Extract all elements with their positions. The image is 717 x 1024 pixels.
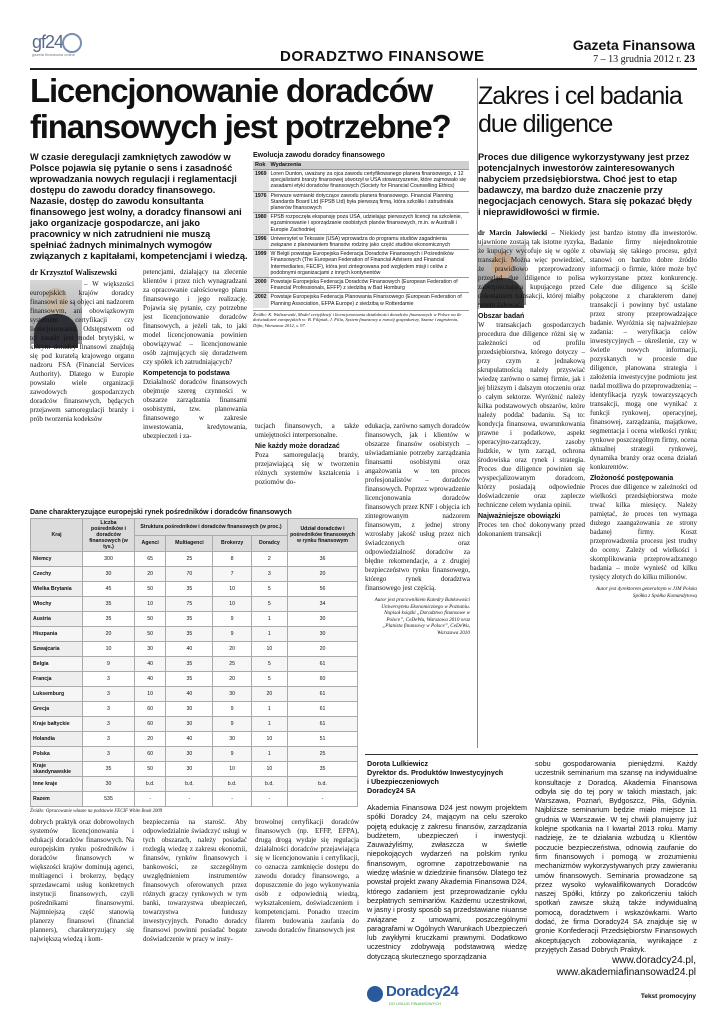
market-cell: b.d.	[251, 777, 287, 792]
side-col1-heading2: Najważniejsze obowiązki	[478, 513, 561, 520]
market-country: Polska	[31, 747, 83, 762]
evolution-title: Ewolucja zawodu doradcy finansowego	[253, 152, 385, 159]
market-cell: 25	[213, 657, 251, 672]
market-cell: 10	[251, 642, 287, 657]
market-country: Belgia	[31, 657, 83, 672]
market-cell: 30	[83, 777, 135, 792]
market-cell: 50	[135, 762, 166, 777]
market-table	[30, 518, 358, 807]
market-row	[31, 687, 358, 702]
evolution-event: W Belgii powstaje Europejska Federacja Doradców Finansowych i Pośredników Finansowych (The European Federation of Financial Advisers and Financial Intermediaries, FECIF), która jest zintegrowana pod względem misji i celów z podobnymi organizacjami z innych kontynentów	[269, 250, 469, 278]
market-row	[31, 612, 358, 627]
market-cell: 30	[166, 702, 213, 717]
header	[30, 32, 695, 68]
market-cell: 9	[213, 717, 251, 732]
market-cell: 3	[83, 702, 135, 717]
main-col3-text2: Poza samoregulacją branży, przejawiającą się w tworzeniu różnych systemów kształcenia i poziomów do-	[255, 451, 359, 486]
evolution-row	[253, 234, 469, 249]
market-row	[31, 777, 358, 792]
market-cell: 8	[213, 552, 251, 567]
market-source: Źródło: Opracowanie własne na podstawie FECIF White Book 2009	[30, 809, 163, 814]
market-cell: 20	[83, 627, 135, 642]
main-col2-text: petencjami, działający na zlecenie klientów i przez nich wynagradzani za opracowanie całościowego planu finansowego i jego realizację. Pojawia się pytanie, czy potrzebne jest licencjonowanie doradców finansowych, a jeżeli tak, to jaki model licencjonowania powinien obowiązywać – licencjonowanie osób zajmujących się doradztwem czy spółek ich zatrudniających?	[143, 268, 247, 366]
market-cell: 40	[166, 687, 213, 702]
market-cell: 1	[251, 627, 287, 642]
evolution-year: 1976	[253, 191, 269, 213]
side-col2-text2: Proces due diligence w zależności od wielkości przedsiębiorstwa może trwać kilka miesięcy. Należy pamiętać, że proces ten wymaga dużego zaangażowania ze strony badanej firmy. Koszt przeprowadzenia procesu jest trudny do oceny. Zależy od wielkości i skomplikowania przeprowadzanego badania – może wynieść od kilku tysięcy złotych do kilku milionów.	[590, 483, 697, 581]
evolution-col-year: Rok	[253, 161, 269, 170]
market-cell: 30	[135, 642, 166, 657]
main-bottom-col2: bezpieczenia na starość. Aby odpowiedzialnie świadczyć usługi w tych obszarach, należy posiadać rozległą wiedzę z zakresu ekonomii, finansów, rynków finansowych i bankowości, ze szczególnym uwzględnieniem instrumentów finansowych oferowanych przez różnych graczy rynkowych w tym banki, towarzystwa ubezpieczeń, towarzystwa funduszy inwestycyjnych. Ponadto doradcy finansowi powinni posiadać bogate doświadczenie w pracy w insty-	[143, 818, 247, 943]
side-title-line1: Zakres i cel badania	[478, 82, 682, 110]
market-box	[30, 509, 358, 814]
evolution-row	[253, 278, 469, 293]
market-cell: 10	[251, 762, 287, 777]
main-lead: W czasie deregulacji zamkniętych zawodów w Polsce pojawia się pytanie o sens i zasadność wprowadzania nowych regulacji i reglamentacji dostępu do zawodu doradcy finansowego. Nazasie, dostęp do zawodu konsultanta finansowego jest wolny, a doradcy finansowi ani jako organizacje gospodarcze, ani jako pracownicy w nich zatrudnieni nie muszą spełniać żadnych minimalnych wymogów związanych z kapitałami, kompetencjami i wiedzą.	[30, 152, 248, 261]
market-title: Dane charakteryzujące europejski rynek pośredników i doradców finansowych	[30, 509, 292, 516]
market-cell: 35	[166, 672, 213, 687]
evolution-col-events: Wydarzenia	[269, 161, 469, 170]
market-cell: 35	[288, 762, 358, 777]
side-col2-text: jest bardzo istotny dla inwestorów. Badanie firmy niejednokrotnie obawiają się takiego procesu, gdyż stanowi on bardzo dobre źródło informacji o firmie, które może być wykorzystane przez konkurencję. Cele due diligence są ściśle połączone z charakterem danej transakcji i powinny być ustalane przez strony przeprowadzające badanie. Wyróżnia się najważniejsze zadania: – weryfikacja celów inwestycyjnych – określenie, czy w świetle nowych informacji, pozyskanych w procesie due diligence, planowana strategia i założenia inwestycyjne podmiotu jest nadal możliwa do przeprowadzenia; – identyfikacja ryzyk towarzyszących transakcji, mogą one wynikać z funkcji rynkowej, operacyjnej, finansowej, zarządzania, majątkowe, segmentacja i ocena wielkości rynku; rynkowe poszczególnym firmy, ocena aktualnej strategii rynkowej, dynamika branży oraz ocena działań konkurentów.	[590, 229, 697, 471]
market-cell: 10	[83, 642, 135, 657]
market-cell: 60	[288, 672, 358, 687]
market-cell: 51	[288, 732, 358, 747]
promo-urls	[556, 955, 696, 979]
main-title-line2: finansowych jest potrzebne?	[30, 108, 451, 145]
market-cell: 20	[135, 567, 166, 582]
market-cell: 50	[135, 627, 166, 642]
market-cell: 30	[166, 717, 213, 732]
market-col-total: Liczba pośredników i doradców finansowych (w tys.)	[83, 519, 135, 552]
market-sub-advisers: Doradcy	[251, 535, 287, 552]
evolution-year: 1980	[253, 213, 269, 235]
market-cell: 3	[251, 567, 287, 582]
evolution-table	[253, 161, 469, 308]
issue-date: 7 – 13 grudnia 2012 r.	[593, 54, 682, 65]
market-cell: 5	[251, 597, 287, 612]
main-title	[30, 73, 470, 145]
market-country: Czechy	[31, 567, 83, 582]
side-lead: Proces due diligence wykorzystywany jest przez potencjalnych inwestorów zainteresowanych nabyciem przedsiębiorstwa. Choć jest to etap badawczy, ma bardzo duże znaczenie przy negocjacjach cenowych. Stara się pokazać błędy i nieprawidłowości w firmie.	[478, 152, 692, 217]
main-col2-heading: Kompetencja to podstawa	[143, 370, 230, 377]
side-title	[478, 82, 698, 138]
side-col1-text2: W transakcjach gospodarczych procedura due diligence różni się w zależności od profilu przedsiębiorstwa, którego dotyczy – przy czym z jednakową skrupulatnością należy przyswiać wiedzę zarówno o samej firmie, jak i jej bliższym i dalszym otoczeniu oraz o całym sektorze. Wyróżnić należy kilka podstawowych obszarów, które należy poddać badaniu. Są to: kondycja finansowa, uwarunkowania prawne i podatkowe, aspekt operacyjno-zarządczy, zasoby ludzkie, w tym zarząd, ochrona środowiska oraz rynek i strategia. Proces due diligence powinien się wyspecjalizowanym doradcom, którzy posiadają odpowiednie doświadczenie oraz zaplecze techniczne celem wydania opinii.	[478, 321, 585, 509]
market-cell: 35	[166, 657, 213, 672]
market-country: Kraje bałtyckie	[31, 717, 83, 732]
evolution-event: Powstaje Europejska Federacja Planowania Finansowego (European Federation of Planning Association, EFPA Europe) z siedzibą w Rotterdamie	[269, 293, 469, 308]
promo-url2[interactable]: www.akademiafinansowad24.pl	[556, 967, 696, 978]
market-cell: -	[251, 792, 287, 807]
side-col1-heading: Obszar badań	[478, 313, 525, 320]
market-country: Szwajcaria	[31, 642, 83, 657]
market-cell: 70	[166, 567, 213, 582]
market-country: Wielka Brytania	[31, 582, 83, 597]
evolution-year: 1996	[253, 234, 269, 249]
market-cell: 9	[83, 657, 135, 672]
promo-tag: Tekst promocyjny	[640, 993, 696, 1000]
market-cell: 20	[288, 642, 358, 657]
market-cell: 25	[166, 552, 213, 567]
market-cell: 30	[288, 627, 358, 642]
evolution-row	[253, 250, 469, 278]
market-row	[31, 792, 358, 807]
market-cell: 60	[135, 747, 166, 762]
market-cell: 20	[288, 567, 358, 582]
market-cell: b.d.	[166, 777, 213, 792]
header-rule	[30, 68, 697, 70]
market-cell: 61	[288, 702, 358, 717]
market-row	[31, 642, 358, 657]
market-row	[31, 627, 358, 642]
market-sub-multiagents: Multiagenci	[166, 535, 213, 552]
market-cell: 61	[288, 717, 358, 732]
side-col1-text3: Proces ten choć dokonywany przed dokonaniem transakcji	[478, 521, 585, 538]
market-cell: 65	[135, 552, 166, 567]
market-cell: 7	[213, 567, 251, 582]
market-cell: 50	[135, 612, 166, 627]
doradcy24-logo[interactable]	[367, 983, 467, 1011]
market-cell: 40	[166, 642, 213, 657]
promo-header	[367, 759, 527, 795]
market-sub-brokers: Brokerzy	[213, 535, 251, 552]
market-cell: 20	[135, 732, 166, 747]
market-cell: 5	[251, 672, 287, 687]
market-cell: 34	[288, 597, 358, 612]
page-number: 23	[684, 53, 695, 65]
main-bottom-col1: dobrych praktyk oraz dobrowolnych systemów licencjonowania i edukacji doradców finansowych. Na europejskim rynku pośredników i doradców finansowych w większości krajów dominują agenci, multiagenci i brokerzy, będący sprzedawcami usług konkretnych instytucji finansowych, czyli pośrednikami finansowymi. Najmniejszą część stanowią planerzy finansowi (financial planners), charakteryzujący się największą wiedzą i kom-	[30, 818, 134, 943]
logo-circle-icon	[62, 33, 82, 53]
market-cell: 30	[288, 612, 358, 627]
promo-role2: i Ubezpieczeniowych	[367, 777, 439, 786]
market-country: Niemcy	[31, 552, 83, 567]
market-row	[31, 672, 358, 687]
market-cell: 20	[213, 672, 251, 687]
logo-wordmark: Doradcy24	[386, 983, 459, 1000]
market-cell: 20	[213, 642, 251, 657]
promo-col2: sobu gospodarowania pieniędzmi. Każdy uczestnik seminarium ma szansę na indywidualne konsultacje z Doradcą. Akademia Finansowa odbyła się do tej pory w takich miastach, jak: Warszawa, Poznań, Bydgoszcz, Piła, Gdynia. Najbliższe seminarium będzie miało miejsce 11 grudnia w Warszawie. W tej chwili planujemy już kolejne spotkania na I kwartał 2013 roku. Mamy nadzieję, że te działania wzbudzą u Klientów poczucie bezpieczeństwa, odnowią zaufanie do firm finansowych i pomogą w zrozumieniu mechanizmów wykorzystywanych przy zawieraniu umów finansowych. Seminaria prowadzone są przez wysoko wykwalifikowanych Doradców naszej Spółki, którzy po zakończeniu takich spotkań zawsze służą także indywidualną pomocą, doradztwem i wskazówkami. Warto dodać, że firma Doradcy24 SA znajduje się w gronie Konfederacji Przedsiębiorstw Finansowych akceptujących zobowiązania, wynikające z przyjętych Zasad Dobrych Praktyk.	[535, 759, 697, 954]
evolution-source: Źródło: K. Waliszewski, Model certyfikacji i licencjonowania działalności doradców finansowych w Polsce na tle doświadczeń europejskich w: B. Filipiak, J. Filia, System finansowy a rozwój gospodarczy. Szanse i zagrożenia, Difin, Warszawa 2012, s. 97.	[253, 310, 469, 329]
main-col2-text2: Działalność doradców finansowych obejmuje szereg czynności w obszarze zarządzania finansami osobistymi, tzw. planowania finansowego w zakresie inwestowania, kredytowania, ubezpieczeń i za-	[143, 378, 247, 440]
market-country: Holandia	[31, 732, 83, 747]
market-cell: 9	[213, 747, 251, 762]
evolution-event: Loren Dunton, uważany za ojca zawodu certyfikowanego planera finansowego, z 12 specjalistami branży finansowej utworzył w USA stowarzyszenie, które zajmowało się zasadami etyki doradców finansowych (Society for Financial Counselling Ethics)	[269, 170, 469, 192]
market-cell: 535	[83, 792, 135, 807]
market-country: Razem	[31, 792, 83, 807]
market-cell: 1	[251, 747, 287, 762]
evolution-row	[253, 191, 469, 213]
evolution-year: 2002	[253, 293, 269, 308]
market-cell: 10	[213, 582, 251, 597]
evolution-box	[253, 152, 469, 328]
evolution-row	[253, 213, 469, 235]
market-cell: 10	[213, 762, 251, 777]
market-row	[31, 597, 358, 612]
market-cell: 10	[135, 687, 166, 702]
market-cell: 10	[213, 597, 251, 612]
market-cell: 61	[288, 687, 358, 702]
market-cell: 1	[251, 702, 287, 717]
main-col3-heading: Nie każdy może doradzać	[255, 443, 340, 450]
market-cell: 3	[83, 747, 135, 762]
market-cell: 35	[83, 762, 135, 777]
market-cell: 30	[83, 567, 135, 582]
market-row	[31, 762, 358, 777]
side-col1	[478, 229, 585, 749]
issue-line	[593, 53, 695, 65]
section-label: DORADZTWO FINANSOWE	[280, 48, 485, 65]
side-col1-body: – Niekiedy ujawnione zostają tak istotne ryzyka, że kupujący wycofuje się w ogóle z transakcji. Można więc powiedzieć, że prawidłowo przeprowadzony przegląd due diligence to polisa zabezpieczająca kupującego przed dokonaniem transakcji, której miałby potem żałować.	[478, 229, 585, 309]
promo-box	[365, 754, 698, 1016]
market-cell: 36	[288, 552, 358, 567]
logo-sub: gazeta finansowa online	[32, 52, 75, 57]
market-row	[31, 657, 358, 672]
side-title-line2: due diligence	[478, 110, 613, 138]
market-cell: 3	[83, 687, 135, 702]
market-col-country: Kraj	[31, 519, 83, 552]
market-cell: -	[288, 792, 358, 807]
market-row	[31, 567, 358, 582]
market-cell: 35	[83, 597, 135, 612]
market-row	[31, 747, 358, 762]
market-cell: 300	[83, 552, 135, 567]
evolution-row	[253, 170, 469, 192]
market-row	[31, 552, 358, 567]
market-cell: 9	[213, 702, 251, 717]
market-cell: 75	[166, 597, 213, 612]
market-cell: -	[166, 792, 213, 807]
market-country: Hiszpania	[31, 627, 83, 642]
main-col3	[255, 422, 359, 502]
market-row	[31, 702, 358, 717]
evolution-header	[253, 161, 469, 170]
market-col-share: Udział doradców i pośredników finansowych w rynku finansowym	[288, 519, 358, 552]
market-cell: -	[213, 792, 251, 807]
market-cell: 3	[83, 732, 135, 747]
market-cell: 1	[251, 717, 287, 732]
main-author-note: Autor jest pracownikiem Katedry Bankowości Uniwersytetu Ekonomicznego w Poznaniu. Napisał książki „Doradztwo finansowe w Polsce”, CeDeWu, Warszawa 2010 oraz „Planista finansowy w Polsce”, CeDeWu, Warszawa 2010	[374, 597, 470, 636]
market-cell: 30	[213, 687, 251, 702]
logo-text: gf24	[32, 32, 64, 52]
market-cell: 10	[251, 732, 287, 747]
market-row	[31, 732, 358, 747]
market-cell: 25	[288, 747, 358, 762]
market-cell: 20	[251, 687, 287, 702]
market-cell: 1	[251, 612, 287, 627]
market-country: Kraje skandynawskie	[31, 762, 83, 777]
market-header-1	[31, 519, 358, 536]
market-cell: 35	[166, 627, 213, 642]
market-cell: 5	[251, 582, 287, 597]
gf24-logo[interactable]	[32, 32, 92, 60]
market-cell: 40	[135, 657, 166, 672]
market-cell: 30	[213, 732, 251, 747]
evolution-event: FPSB rozpoczęła ekspansję poza USA, udzielając pierwszych licencji na szkolenie, egzaminowanie i sporządzanie osobistych planów finansowych, m.in. w Australii i Europie Zachodniej	[269, 213, 469, 235]
paper-name: Gazeta Finansowa	[572, 37, 695, 53]
market-cell: 35	[83, 612, 135, 627]
market-sub-agents: Agenci	[135, 535, 166, 552]
promo-url1[interactable]: www.doradcy24.pl,	[612, 955, 696, 966]
market-cell: b.d.	[288, 777, 358, 792]
market-cell: b.d.	[135, 777, 166, 792]
side-author: dr Marcin Jałowiecki	[478, 229, 548, 237]
evolution-event: Powstaje Europejska Federacja Doradców Finansowych (European Federation of Financial Professionals, EFFP) z siedzibą w Bad Homburg	[269, 278, 469, 293]
market-cell: 2	[251, 552, 287, 567]
market-country: Luksemburg	[31, 687, 83, 702]
market-cell: 5	[251, 657, 287, 672]
market-country: Austria	[31, 612, 83, 627]
main-col4-text: edukacja, zarówno samych doradców finansowych, jak i klientów w obszarze finansów osobistych – uświadamianie potrzeby zarządzania finansami osobistymi oraz angażowania w ten proces profesjonalistów – doradców finansowych. Poprzez wprowadzenie licencjonowania doradców finansowych przez KNF i objęcia ich zintegrowanym nadzorem finansowym, z jednej strony wzrosłaby jakość usług przez nich świadczonych oraz odpowiedzialność doradców za błędne rekomendacje, a z drugiej bezpieczeństwo rynku finansowego, którego rynek doradztwa finansowego jest częścią.	[365, 422, 470, 592]
side-col1-text	[478, 229, 585, 310]
evolution-year: 2000	[253, 278, 269, 293]
market-country: Francja	[31, 672, 83, 687]
market-cell: 56	[288, 582, 358, 597]
market-cell: 60	[135, 717, 166, 732]
market-country: Włochy	[31, 597, 83, 612]
market-col-structure: Struktura pośredników i doradców finansowych (w proc.)	[135, 519, 288, 536]
market-cell: 45	[83, 582, 135, 597]
market-cell: 60	[135, 702, 166, 717]
side-author-note: Autor jest dyrektorem generalnym w JJM Polska Spółka z Spółka Komandytową	[595, 586, 697, 599]
evolution-year: 1999	[253, 250, 269, 278]
main-col4	[365, 422, 470, 747]
author-name: dr Krzysztof Waliszewski	[30, 268, 117, 277]
logo-mark-icon	[367, 986, 383, 1002]
evolution-row	[253, 293, 469, 308]
main-title-line1: Licencjonowanie doradców	[30, 72, 433, 109]
market-cell: 30	[166, 747, 213, 762]
market-row	[31, 582, 358, 597]
main-col2	[143, 268, 247, 478]
promo-company: Doradcy24 SA	[367, 786, 416, 795]
market-cell: 40	[135, 672, 166, 687]
market-cell: 10	[135, 597, 166, 612]
market-cell: 50	[135, 582, 166, 597]
market-cell: 40	[166, 732, 213, 747]
promo-name: Dorota Lulkiewicz	[367, 759, 429, 768]
market-cell: -	[135, 792, 166, 807]
main-col3-text: tucjach finansowych, a także umiejętności interpersonalne.	[255, 422, 359, 439]
market-cell: 35	[166, 612, 213, 627]
evolution-event: Uniwersytet w Teksasie (USA) wprowadza do programu studiów zagadnienia związane z planowaniem finansów rodziny jako część studiów ekonomicznych	[269, 234, 469, 249]
market-country: Grecja	[31, 702, 83, 717]
main-col1: – W większości europejskich krajów doradcy finansowi nie są objęci ani nadzorem finansowym, ani obowiązkowym systemem certyfikacji czy licencjonowania. Odstępstwem od tej zasady jest model brytyjski, w którym doradcy finansowi znajdują się pod kuratelą krajowego organu nadzoru FSA (Financial Services Authority). Dlatego w Europie powstało wiele organizacji zawodowych gospodarczych doradców finansowych, będących przejawem samoregulacji branży i prób tworzenia kodeksów	[30, 280, 134, 423]
market-cell: 61	[288, 657, 358, 672]
promo-role1: Dyrektor ds. Produktów Inwestycyjnych	[367, 768, 504, 777]
market-cell: b.d.	[213, 777, 251, 792]
market-row	[31, 717, 358, 732]
evolution-year: 1969	[253, 170, 269, 192]
promo-col1: Akademia Finansowa D24 jest nowym projektem spółki Doradcy 24, mającym na celu szeroko pojętą edukację z zakresu finansów, zarządzania budżetem, ubezpieczeń i inwestycji. Zauważyliśmy, zwłaszcza w świetle niepokojących wydarzeń na polskim rynku finansowym, ogromne zapotrzebowanie na wiedzę właśnie w dziedzinie finansów. Dlatego też powstał projekt zwany Akademia Finansowa D24, którego zadaniem jest przeprowadzanie cyklu bezpłatnych seminariów. Każdemu uczestnikowi, w jasny i prosty sposób są przedstawiane niuanse związane z umowami, poszczególnymi paragrafami w Ogólnych Warunkach Ubezpieczeń lub zwykłymi kruczkami prawnymi. Dodatkowo uczestnicy zdobywają podstawową wiedzę dotyczącą skutecznego sporządzania	[367, 803, 527, 961]
main-bottom-col3: browolnej certyfikacji doradców finansowych (np. EFFP, EFPA), drugą drogą wydaje się regulacja działalności doradców przejawiająca się w licencjonowaniu i certyfikacji, co oznacza zamknięcie dostępu do zawodu doradcy finansowego, a dopuszczenie do jego wykonywania osób z odpowiednią wiedzą, wykształceniem, doświadczeniem i kompetencjami. Ponadto trzecim filarem budowania zaufania do zawodu doradców finansowych jest	[255, 818, 359, 934]
side-col2-heading: Złożoność postępowania	[590, 475, 674, 482]
market-cell: 35	[166, 582, 213, 597]
market-cell: 3	[83, 717, 135, 732]
evolution-event: Pierwsze wzmianki dotyczące zawodu planera finansowego. Financial Planning Standards Board Ltd (FPSB Ltd) była pierwszą firmą, która szkoliła i zatrudniała planerów finansowych	[269, 191, 469, 213]
market-country: Inne kraje	[31, 777, 83, 792]
market-cell: 9	[213, 612, 251, 627]
market-cell: 9	[213, 627, 251, 642]
logo-tagline: DO USŁUG FINANSOWYCH	[389, 1001, 442, 1006]
market-cell: 30	[166, 762, 213, 777]
side-col2	[590, 229, 697, 749]
market-cell: 3	[83, 672, 135, 687]
